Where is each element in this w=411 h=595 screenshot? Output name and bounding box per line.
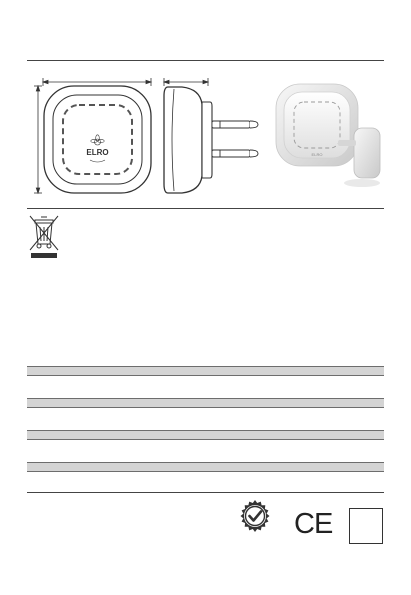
spec-row <box>27 377 384 393</box>
spec-row <box>27 366 384 376</box>
doorbell-photo <box>268 80 388 190</box>
svg-text:ELRO: ELRO <box>311 152 323 157</box>
empty-box-icon <box>349 508 383 544</box>
brand-logo-text: ELRO <box>86 148 109 157</box>
height-dimension-line <box>34 86 42 193</box>
spec-row <box>27 430 384 440</box>
depth-dimension-line <box>164 78 208 86</box>
top-divider <box>27 60 384 61</box>
middle-divider <box>27 208 384 209</box>
spec-row <box>27 441 384 457</box>
width-dimension-line <box>43 78 151 86</box>
spec-row <box>27 462 384 472</box>
side-back-block <box>202 102 212 178</box>
plug-prongs <box>212 121 258 157</box>
ce-mark-icon: CE <box>294 508 333 540</box>
spec-row <box>27 398 384 408</box>
spec-row <box>27 473 384 487</box>
side-shell <box>164 87 202 193</box>
table-bottom-divider <box>27 492 384 493</box>
spec-row <box>27 409 384 425</box>
doorbell-side-view <box>160 76 266 198</box>
crossed-out-wheelie-bin-icon <box>27 214 61 260</box>
doorbell-front-view <box>33 76 158 198</box>
quality-check-seal-icon <box>238 500 272 534</box>
